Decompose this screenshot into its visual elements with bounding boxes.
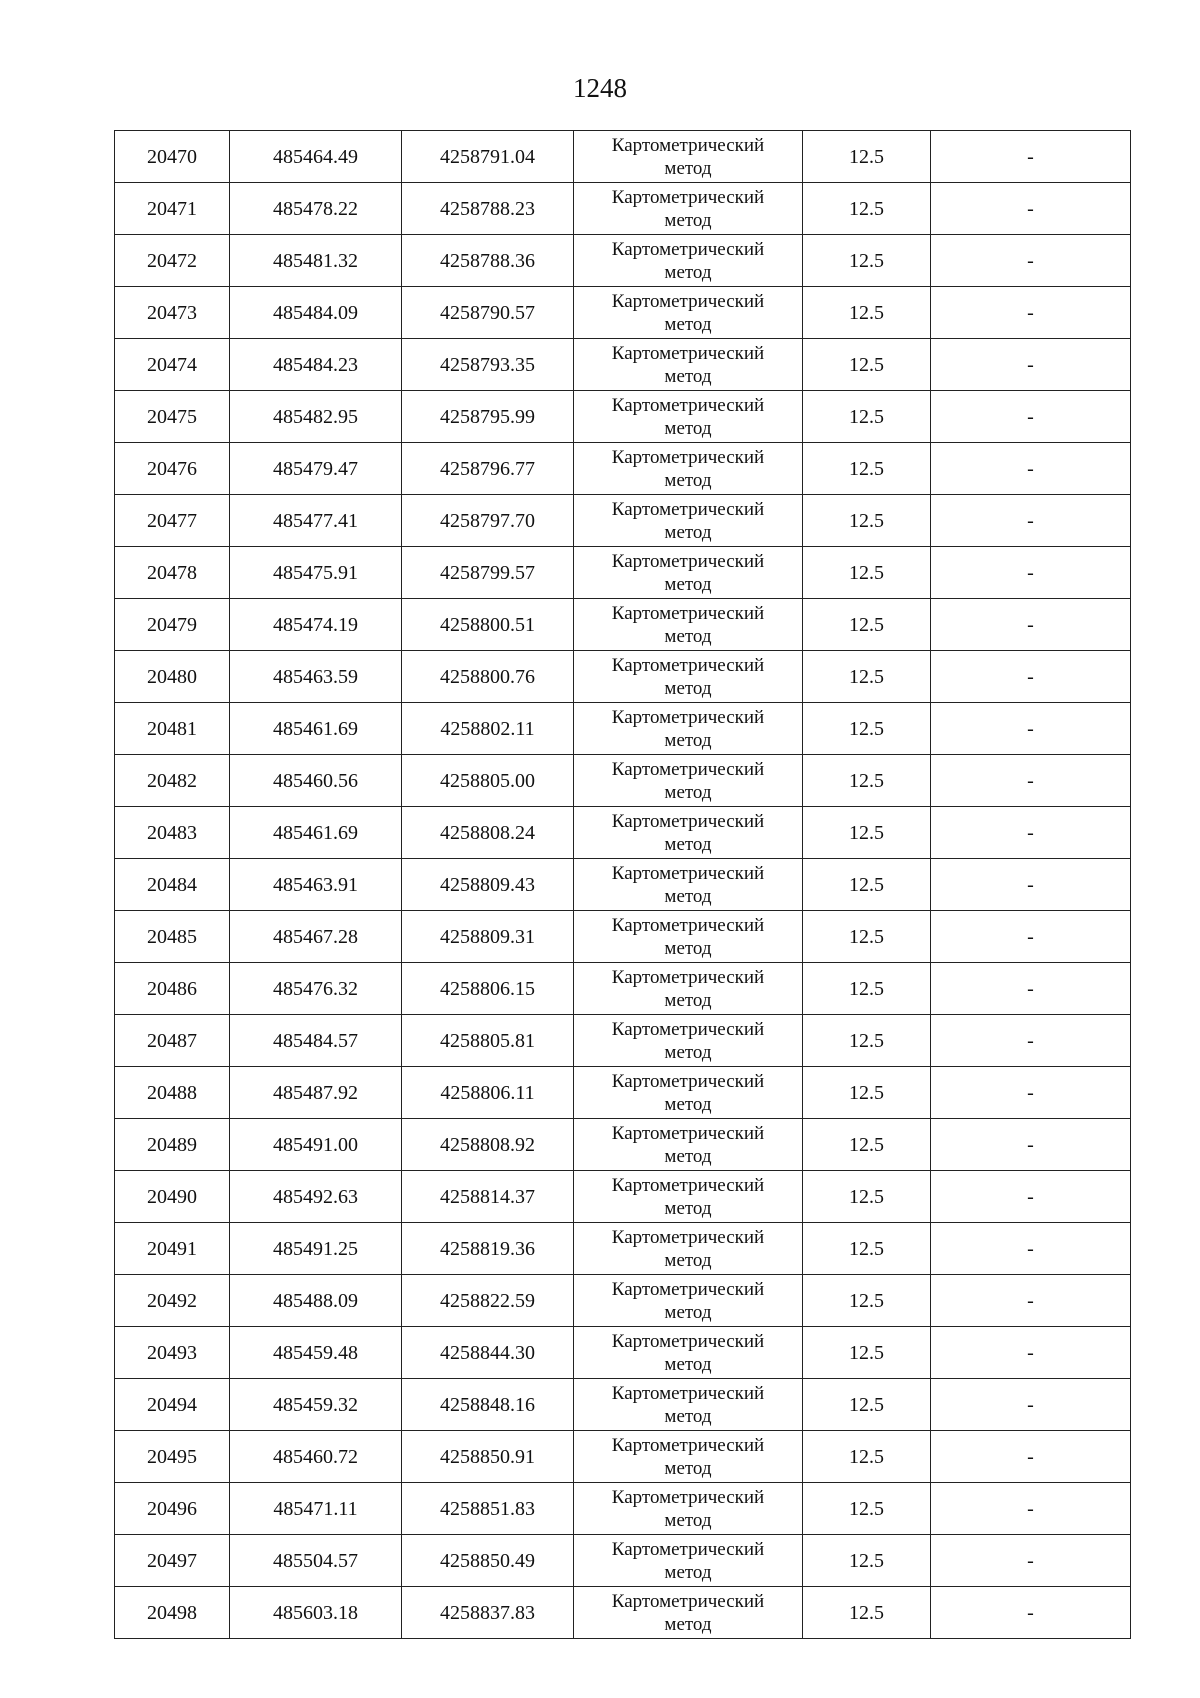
y-coordinate-cell: 4258819.36 (402, 1223, 574, 1275)
accuracy-cell: 12.5 (803, 1327, 931, 1379)
description-cell: - (931, 755, 1131, 807)
accuracy-cell: 12.5 (803, 1379, 931, 1431)
y-coordinate-cell: 4258800.51 (402, 599, 574, 651)
method-line-1: Картометрический (611, 1486, 765, 1508)
table-row (115, 1483, 1131, 1535)
table-row (115, 443, 1131, 495)
method-line-2: метод (664, 365, 712, 387)
description-cell: - (931, 391, 1131, 443)
x-coordinate-cell: 485484.57 (230, 1015, 402, 1067)
y-coordinate-cell: 4258850.91 (402, 1431, 574, 1483)
y-coordinate-cell: 4258805.81 (402, 1015, 574, 1067)
y-coordinate-cell: 4258851.83 (402, 1483, 574, 1535)
method-line-2: метод (664, 833, 712, 855)
table-row (115, 859, 1131, 911)
description-cell: - (931, 859, 1131, 911)
point-number-cell: 20498 (115, 1587, 230, 1639)
point-number-cell: 20491 (115, 1223, 230, 1275)
method-line-2: метод (664, 729, 712, 751)
x-coordinate-cell: 485488.09 (230, 1275, 402, 1327)
x-coordinate-cell: 485463.59 (230, 651, 402, 703)
method-cell (574, 1119, 803, 1171)
point-number-cell: 20486 (115, 963, 230, 1015)
table-row (115, 1223, 1131, 1275)
method-line-2: метод (664, 1561, 712, 1583)
x-coordinate-cell: 485481.32 (230, 235, 402, 287)
y-coordinate-cell: 4258796.77 (402, 443, 574, 495)
accuracy-cell: 12.5 (803, 183, 931, 235)
y-coordinate-cell: 4258809.31 (402, 911, 574, 963)
accuracy-cell: 12.5 (803, 287, 931, 339)
y-coordinate-cell: 4258844.30 (402, 1327, 574, 1379)
point-number-cell: 20483 (115, 807, 230, 859)
method-line-1: Картометрический (611, 966, 765, 988)
method-cell (574, 495, 803, 547)
description-cell: - (931, 1379, 1131, 1431)
y-coordinate-cell: 4258806.15 (402, 963, 574, 1015)
y-coordinate-cell: 4258795.99 (402, 391, 574, 443)
x-coordinate-cell: 485474.19 (230, 599, 402, 651)
point-number-cell: 20487 (115, 1015, 230, 1067)
x-coordinate-cell: 485459.32 (230, 1379, 402, 1431)
method-cell (574, 235, 803, 287)
y-coordinate-cell: 4258850.49 (402, 1535, 574, 1587)
x-coordinate-cell: 485467.28 (230, 911, 402, 963)
point-number-cell: 20494 (115, 1379, 230, 1431)
table-row (115, 1171, 1131, 1223)
method-line-2: метод (664, 1197, 712, 1219)
description-cell: - (931, 1327, 1131, 1379)
method-cell (574, 1015, 803, 1067)
method-line-1: Картометрический (611, 446, 765, 468)
method-line-1: Картометрический (611, 1226, 765, 1248)
table-row (115, 1119, 1131, 1171)
description-cell: - (931, 1431, 1131, 1483)
method-line-1: Картометрический (611, 1434, 765, 1456)
x-coordinate-cell: 485460.72 (230, 1431, 402, 1483)
x-coordinate-cell: 485603.18 (230, 1587, 402, 1639)
accuracy-cell: 12.5 (803, 1223, 931, 1275)
method-cell (574, 547, 803, 599)
description-cell: - (931, 1067, 1131, 1119)
method-line-1: Картометрический (611, 1070, 765, 1092)
method-line-2: метод (664, 625, 712, 647)
table-row (115, 339, 1131, 391)
method-cell (574, 651, 803, 703)
method-line-1: Картометрический (611, 1590, 765, 1612)
point-number-cell: 20484 (115, 859, 230, 911)
method-line-1: Картометрический (611, 1018, 765, 1040)
y-coordinate-cell: 4258788.23 (402, 183, 574, 235)
method-line-2: метод (664, 1041, 712, 1063)
method-line-2: метод (664, 1509, 712, 1531)
method-line-1: Картометрический (611, 238, 765, 260)
accuracy-cell: 12.5 (803, 1067, 931, 1119)
table-row (115, 1327, 1131, 1379)
method-line-2: метод (664, 1301, 712, 1323)
accuracy-cell: 12.5 (803, 963, 931, 1015)
method-line-2: метод (664, 469, 712, 491)
description-cell: - (931, 443, 1131, 495)
description-cell: - (931, 599, 1131, 651)
description-cell: - (931, 807, 1131, 859)
point-number-cell: 20476 (115, 443, 230, 495)
x-coordinate-cell: 485487.92 (230, 1067, 402, 1119)
y-coordinate-cell: 4258808.24 (402, 807, 574, 859)
description-cell: - (931, 1171, 1131, 1223)
y-coordinate-cell: 4258822.59 (402, 1275, 574, 1327)
method-line-1: Картометрический (611, 498, 765, 520)
method-line-1: Картометрический (611, 1122, 765, 1144)
x-coordinate-cell: 485460.56 (230, 755, 402, 807)
method-cell (574, 807, 803, 859)
description-cell: - (931, 1483, 1131, 1535)
y-coordinate-cell: 4258793.35 (402, 339, 574, 391)
accuracy-cell: 12.5 (803, 755, 931, 807)
x-coordinate-cell: 485484.23 (230, 339, 402, 391)
point-number-cell: 20497 (115, 1535, 230, 1587)
table-row (115, 1379, 1131, 1431)
y-coordinate-cell: 4258790.57 (402, 287, 574, 339)
accuracy-cell: 12.5 (803, 339, 931, 391)
method-cell (574, 1223, 803, 1275)
method-cell (574, 1483, 803, 1535)
method-line-1: Картометрический (611, 810, 765, 832)
description-cell: - (931, 339, 1131, 391)
method-cell (574, 1535, 803, 1587)
accuracy-cell: 12.5 (803, 1119, 931, 1171)
method-line-2: метод (664, 157, 712, 179)
method-line-2: метод (664, 885, 712, 907)
description-cell: - (931, 963, 1131, 1015)
method-line-1: Картометрический (611, 1330, 765, 1352)
table-row (115, 1587, 1131, 1639)
method-cell (574, 183, 803, 235)
table-row (115, 1535, 1131, 1587)
accuracy-cell: 12.5 (803, 651, 931, 703)
description-cell: - (931, 911, 1131, 963)
method-line-2: метод (664, 677, 712, 699)
y-coordinate-cell: 4258805.00 (402, 755, 574, 807)
y-coordinate-cell: 4258809.43 (402, 859, 574, 911)
coordinates-table-body (115, 131, 1131, 1639)
y-coordinate-cell: 4258806.11 (402, 1067, 574, 1119)
method-line-1: Картометрический (611, 342, 765, 364)
table-row (115, 1067, 1131, 1119)
description-cell: - (931, 235, 1131, 287)
method-line-1: Картометрический (611, 1538, 765, 1560)
x-coordinate-cell: 485463.91 (230, 859, 402, 911)
y-coordinate-cell: 4258808.92 (402, 1119, 574, 1171)
point-number-cell: 20495 (115, 1431, 230, 1483)
method-line-2: метод (664, 1457, 712, 1479)
table-row (115, 287, 1131, 339)
y-coordinate-cell: 4258788.36 (402, 235, 574, 287)
table-row (115, 651, 1131, 703)
method-cell (574, 963, 803, 1015)
x-coordinate-cell: 485475.91 (230, 547, 402, 599)
x-coordinate-cell: 485478.22 (230, 183, 402, 235)
method-line-2: метод (664, 1405, 712, 1427)
method-cell (574, 1275, 803, 1327)
x-coordinate-cell: 485461.69 (230, 703, 402, 755)
table-row (115, 391, 1131, 443)
method-line-2: метод (664, 1145, 712, 1167)
x-coordinate-cell: 485484.09 (230, 287, 402, 339)
x-coordinate-cell: 485492.63 (230, 1171, 402, 1223)
method-line-2: метод (664, 1093, 712, 1115)
accuracy-cell: 12.5 (803, 911, 931, 963)
method-line-2: метод (664, 937, 712, 959)
x-coordinate-cell: 485491.00 (230, 1119, 402, 1171)
method-cell (574, 443, 803, 495)
accuracy-cell: 12.5 (803, 1171, 931, 1223)
point-number-cell: 20479 (115, 599, 230, 651)
description-cell: - (931, 1223, 1131, 1275)
method-cell (574, 1379, 803, 1431)
point-number-cell: 20481 (115, 703, 230, 755)
method-line-2: метод (664, 989, 712, 1011)
table-row (115, 963, 1131, 1015)
accuracy-cell: 12.5 (803, 599, 931, 651)
table-row (115, 1015, 1131, 1067)
accuracy-cell: 12.5 (803, 1483, 931, 1535)
table-row (115, 807, 1131, 859)
y-coordinate-cell: 4258797.70 (402, 495, 574, 547)
point-number-cell: 20482 (115, 755, 230, 807)
table-row (115, 599, 1131, 651)
accuracy-cell: 12.5 (803, 807, 931, 859)
y-coordinate-cell: 4258799.57 (402, 547, 574, 599)
method-cell (574, 1431, 803, 1483)
x-coordinate-cell: 485459.48 (230, 1327, 402, 1379)
point-number-cell: 20496 (115, 1483, 230, 1535)
point-number-cell: 20471 (115, 183, 230, 235)
method-cell (574, 859, 803, 911)
description-cell: - (931, 1119, 1131, 1171)
method-line-2: метод (664, 1353, 712, 1375)
table-row (115, 235, 1131, 287)
description-cell: - (931, 1535, 1131, 1587)
method-cell (574, 391, 803, 443)
x-coordinate-cell: 485477.41 (230, 495, 402, 547)
y-coordinate-cell: 4258837.83 (402, 1587, 574, 1639)
table-row (115, 911, 1131, 963)
accuracy-cell: 12.5 (803, 495, 931, 547)
method-line-1: Картометрический (611, 134, 765, 156)
method-cell (574, 131, 803, 183)
point-number-cell: 20488 (115, 1067, 230, 1119)
point-number-cell: 20473 (115, 287, 230, 339)
method-cell (574, 599, 803, 651)
description-cell: - (931, 131, 1131, 183)
accuracy-cell: 12.5 (803, 131, 931, 183)
method-line-1: Картометрический (611, 862, 765, 884)
point-number-cell: 20477 (115, 495, 230, 547)
method-cell (574, 1067, 803, 1119)
method-line-1: Картометрический (611, 654, 765, 676)
point-number-cell: 20474 (115, 339, 230, 391)
x-coordinate-cell: 485471.11 (230, 1483, 402, 1535)
x-coordinate-cell: 485504.57 (230, 1535, 402, 1587)
point-number-cell: 20485 (115, 911, 230, 963)
accuracy-cell: 12.5 (803, 1535, 931, 1587)
method-line-1: Картометрический (611, 602, 765, 624)
method-line-1: Картометрический (611, 1278, 765, 1300)
description-cell: - (931, 183, 1131, 235)
y-coordinate-cell: 4258848.16 (402, 1379, 574, 1431)
description-cell: - (931, 495, 1131, 547)
point-number-cell: 20490 (115, 1171, 230, 1223)
method-line-1: Картометрический (611, 914, 765, 936)
method-cell (574, 1587, 803, 1639)
method-line-1: Картометрический (611, 290, 765, 312)
table-row (115, 1431, 1131, 1483)
method-line-2: метод (664, 781, 712, 803)
x-coordinate-cell: 485464.49 (230, 131, 402, 183)
point-number-cell: 20493 (115, 1327, 230, 1379)
point-number-cell: 20470 (115, 131, 230, 183)
method-line-2: метод (664, 521, 712, 543)
accuracy-cell: 12.5 (803, 703, 931, 755)
method-line-2: метод (664, 1613, 712, 1635)
table-row (115, 703, 1131, 755)
accuracy-cell: 12.5 (803, 443, 931, 495)
method-line-1: Картометрический (611, 706, 765, 728)
table-row (115, 131, 1131, 183)
description-cell: - (931, 1275, 1131, 1327)
y-coordinate-cell: 4258814.37 (402, 1171, 574, 1223)
method-line-1: Картометрический (611, 1382, 765, 1404)
method-cell (574, 703, 803, 755)
x-coordinate-cell: 485476.32 (230, 963, 402, 1015)
accuracy-cell: 12.5 (803, 391, 931, 443)
method-cell (574, 911, 803, 963)
point-number-cell: 20475 (115, 391, 230, 443)
table-row (115, 1275, 1131, 1327)
method-line-2: метод (664, 417, 712, 439)
method-cell (574, 755, 803, 807)
description-cell: - (931, 547, 1131, 599)
accuracy-cell: 12.5 (803, 1275, 931, 1327)
x-coordinate-cell: 485479.47 (230, 443, 402, 495)
method-line-1: Картометрический (611, 1174, 765, 1196)
method-line-1: Картометрический (611, 758, 765, 780)
method-line-2: метод (664, 313, 712, 335)
point-number-cell: 20489 (115, 1119, 230, 1171)
description-cell: - (931, 1587, 1131, 1639)
method-cell (574, 1327, 803, 1379)
method-cell (574, 1171, 803, 1223)
method-line-1: Картометрический (611, 550, 765, 572)
accuracy-cell: 12.5 (803, 859, 931, 911)
table-row (115, 183, 1131, 235)
y-coordinate-cell: 4258802.11 (402, 703, 574, 755)
accuracy-cell: 12.5 (803, 1015, 931, 1067)
table-row (115, 495, 1131, 547)
description-cell: - (931, 1015, 1131, 1067)
accuracy-cell: 12.5 (803, 1587, 931, 1639)
method-line-1: Картометрический (611, 394, 765, 416)
method-cell (574, 287, 803, 339)
x-coordinate-cell: 485461.69 (230, 807, 402, 859)
point-number-cell: 20472 (115, 235, 230, 287)
method-line-2: метод (664, 261, 712, 283)
y-coordinate-cell: 4258800.76 (402, 651, 574, 703)
accuracy-cell: 12.5 (803, 235, 931, 287)
accuracy-cell: 12.5 (803, 1431, 931, 1483)
table-row (115, 755, 1131, 807)
point-number-cell: 20478 (115, 547, 230, 599)
method-line-2: метод (664, 1249, 712, 1271)
method-cell (574, 339, 803, 391)
method-line-1: Картометрический (611, 186, 765, 208)
table-row (115, 547, 1131, 599)
description-cell: - (931, 651, 1131, 703)
point-number-cell: 20480 (115, 651, 230, 703)
method-line-2: метод (664, 573, 712, 595)
point-number-cell: 20492 (115, 1275, 230, 1327)
x-coordinate-cell: 485491.25 (230, 1223, 402, 1275)
coordinates-table (114, 130, 1131, 1639)
description-cell: - (931, 703, 1131, 755)
y-coordinate-cell: 4258791.04 (402, 131, 574, 183)
accuracy-cell: 12.5 (803, 547, 931, 599)
description-cell: - (931, 287, 1131, 339)
method-line-2: метод (664, 209, 712, 231)
x-coordinate-cell: 485482.95 (230, 391, 402, 443)
page-number: 1248 (573, 73, 627, 103)
